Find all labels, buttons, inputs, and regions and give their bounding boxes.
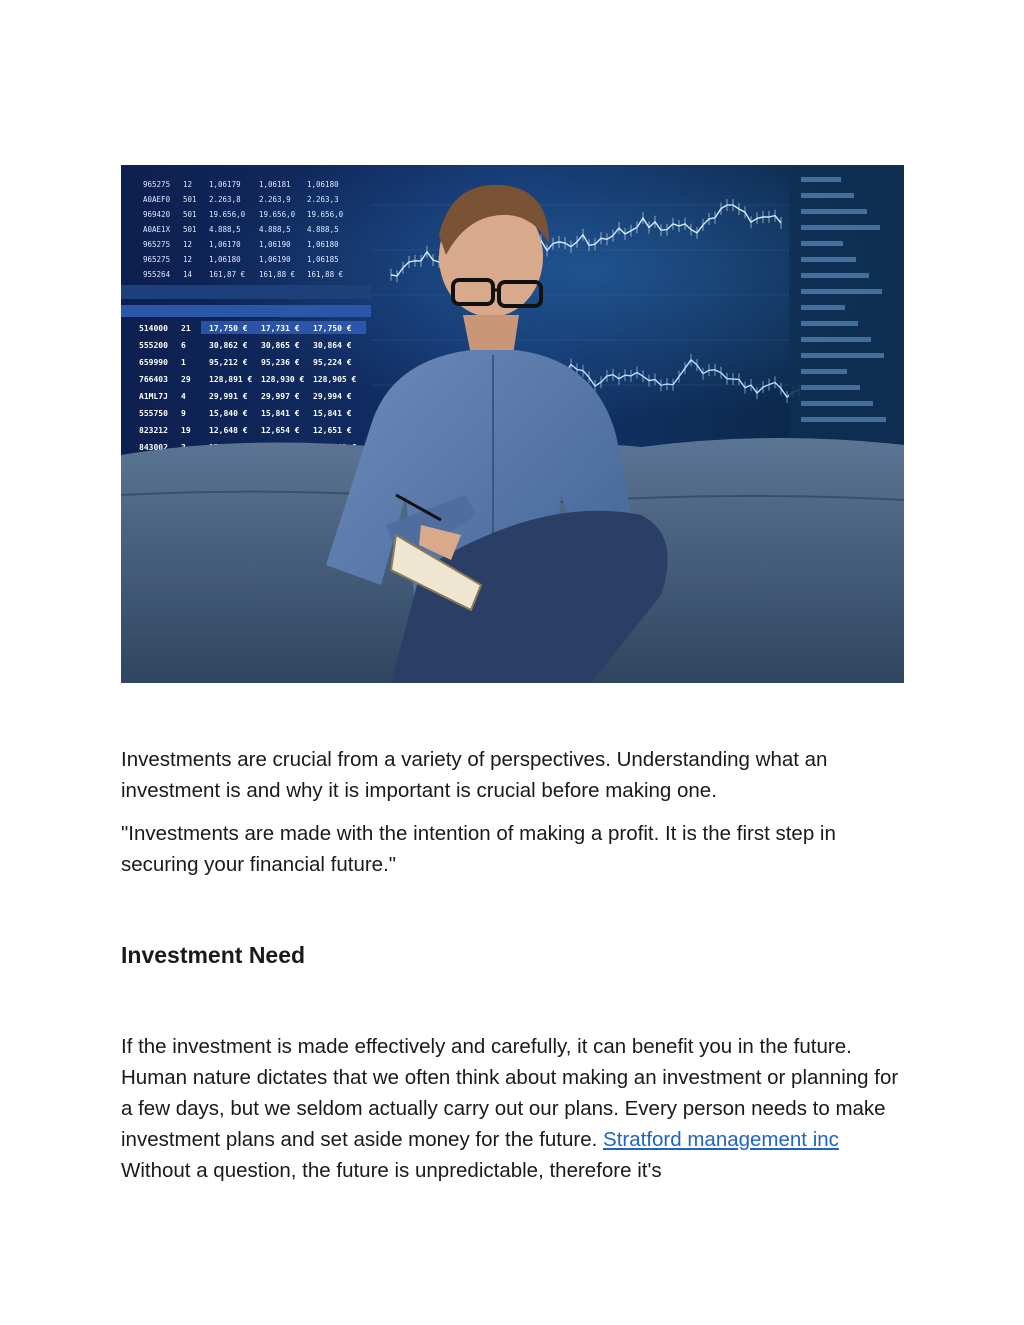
paragraph-text-before-link: If the investment is made effectively and carefully, it can benefit you in the future. Human nature dictates that we often think about making an investment or planning for a few days, but we seldom actually carry out our plans. Every person needs to make investment plans and set aside money for the future. bbox=[121, 1035, 899, 1151]
svg-text:2.263,9: 2.263,9 bbox=[259, 195, 291, 204]
svg-text:955264: 955264 bbox=[143, 270, 171, 279]
svg-text:766403: 766403 bbox=[139, 375, 168, 384]
svg-text:128,891 €: 128,891 € bbox=[209, 375, 253, 384]
svg-text:4.888,5: 4.888,5 bbox=[209, 225, 241, 234]
svg-text:161,87 €: 161,87 € bbox=[209, 270, 246, 279]
svg-text:30,865 €: 30,865 € bbox=[261, 341, 300, 350]
svg-text:19: 19 bbox=[181, 426, 191, 435]
stratford-management-link[interactable]: Stratford management inc bbox=[603, 1128, 839, 1151]
section-paragraph bbox=[121, 1031, 911, 1186]
svg-text:965275: 965275 bbox=[143, 180, 171, 189]
svg-text:2.263,3: 2.263,3 bbox=[307, 195, 339, 204]
svg-text:1: 1 bbox=[181, 358, 186, 367]
svg-text:12: 12 bbox=[183, 240, 193, 249]
svg-text:19.656,0: 19.656,0 bbox=[307, 210, 344, 219]
svg-text:1,06190: 1,06190 bbox=[259, 240, 291, 249]
svg-text:1,06181: 1,06181 bbox=[259, 180, 291, 189]
svg-text:161,88 €: 161,88 € bbox=[307, 270, 344, 279]
svg-text:12,651 €: 12,651 € bbox=[313, 426, 352, 435]
svg-text:1,06190: 1,06190 bbox=[259, 255, 291, 264]
svg-text:501: 501 bbox=[183, 195, 197, 204]
svg-text:1,06185: 1,06185 bbox=[307, 255, 339, 264]
svg-text:501: 501 bbox=[183, 225, 197, 234]
svg-text:A0AE1X: A0AE1X bbox=[143, 225, 171, 234]
svg-text:501: 501 bbox=[183, 210, 197, 219]
right-panel bbox=[789, 165, 904, 455]
svg-text:19.656,0: 19.656,0 bbox=[209, 210, 246, 219]
svg-text:95,212 €: 95,212 € bbox=[209, 358, 248, 367]
svg-text:514000: 514000 bbox=[139, 324, 168, 333]
svg-text:15,841 €: 15,841 € bbox=[313, 409, 352, 418]
svg-text:1,06170: 1,06170 bbox=[209, 240, 241, 249]
svg-text:15,841 €: 15,841 € bbox=[261, 409, 300, 418]
svg-text:A0AEF0: A0AEF0 bbox=[143, 195, 171, 204]
svg-text:659990: 659990 bbox=[139, 358, 168, 367]
svg-text:1,06179: 1,06179 bbox=[209, 180, 241, 189]
svg-text:17,731 €: 17,731 € bbox=[261, 324, 300, 333]
section-heading: Investment Need bbox=[121, 942, 306, 968]
svg-text:843002: 843002 bbox=[139, 443, 168, 452]
svg-text:12: 12 bbox=[183, 180, 193, 189]
svg-text:21: 21 bbox=[181, 324, 191, 333]
svg-text:4.888,5: 4.888,5 bbox=[259, 225, 291, 234]
svg-text:128,905 €: 128,905 € bbox=[313, 375, 357, 384]
svg-text:965275: 965275 bbox=[143, 240, 171, 249]
svg-text:4: 4 bbox=[181, 392, 186, 401]
svg-text:30,864 €: 30,864 € bbox=[313, 341, 352, 350]
svg-text:2.263,8: 2.263,8 bbox=[209, 195, 241, 204]
svg-text:17,750 €: 17,750 € bbox=[313, 324, 352, 333]
svg-text:161,88 €: 161,88 € bbox=[259, 270, 296, 279]
intro-paragraph-1: Investments are crucial from a variety of perspectives. Understanding what an investment is and why it is important is crucial before making one. bbox=[121, 748, 828, 802]
svg-text:12: 12 bbox=[183, 255, 193, 264]
svg-text:969420: 969420 bbox=[143, 210, 171, 219]
svg-text:30,862 €: 30,862 € bbox=[209, 341, 248, 350]
svg-text:15,840 €: 15,840 € bbox=[209, 409, 248, 418]
svg-text:29,994 €: 29,994 € bbox=[313, 392, 352, 401]
hero-image bbox=[121, 165, 904, 683]
svg-text:17,750 €: 17,750 € bbox=[209, 324, 248, 333]
svg-text:4.888,5: 4.888,5 bbox=[307, 225, 339, 234]
paragraph-text-after-link: Without a question, the future is unpredictable, therefore it's bbox=[121, 1159, 662, 1182]
svg-text:965275: 965275 bbox=[143, 255, 171, 264]
svg-text:1,06180: 1,06180 bbox=[307, 240, 339, 249]
svg-text:6: 6 bbox=[181, 341, 186, 350]
svg-text:14: 14 bbox=[183, 270, 193, 279]
svg-text:95,236 €: 95,236 € bbox=[261, 358, 300, 367]
svg-text:95,224 €: 95,224 € bbox=[313, 358, 352, 367]
svg-text:A1ML7J: A1ML7J bbox=[139, 392, 168, 401]
svg-text:29,991 €: 29,991 € bbox=[209, 392, 248, 401]
svg-text:555750: 555750 bbox=[139, 409, 168, 418]
svg-text:128,930 €: 128,930 € bbox=[261, 375, 305, 384]
svg-text:12,648 €: 12,648 € bbox=[209, 426, 248, 435]
svg-text:1,06180: 1,06180 bbox=[307, 180, 339, 189]
svg-text:1,06180: 1,06180 bbox=[209, 255, 241, 264]
svg-text:29: 29 bbox=[181, 375, 191, 384]
svg-text:12,654 €: 12,654 € bbox=[261, 426, 300, 435]
svg-text:555200: 555200 bbox=[139, 341, 168, 350]
svg-text:29,997 €: 29,997 € bbox=[261, 392, 300, 401]
svg-text:9: 9 bbox=[181, 409, 186, 418]
intro-quote: "Investments are made with the intention of making a profit. It is the first step in securing your financial future." bbox=[121, 822, 836, 876]
svg-text:823212: 823212 bbox=[139, 426, 168, 435]
svg-text:19.656,0: 19.656,0 bbox=[259, 210, 296, 219]
